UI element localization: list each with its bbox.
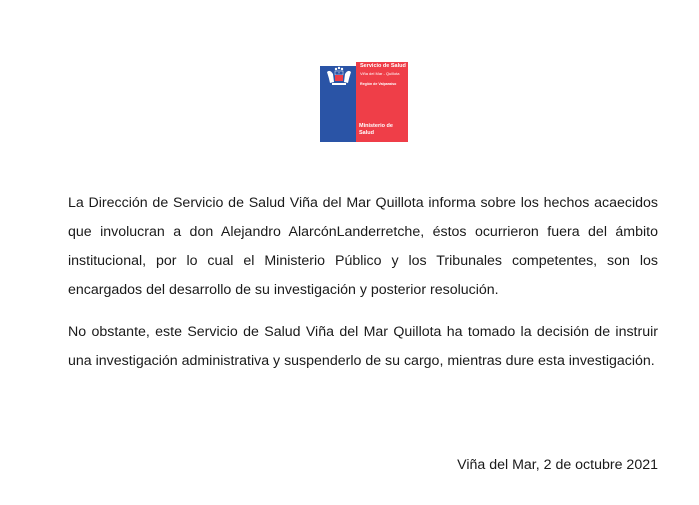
- logo-service-name: Servicio de Salud: [360, 63, 406, 69]
- logo-region: Región de Valparaíso: [360, 82, 397, 86]
- institution-logo: [320, 62, 408, 142]
- logo-ministry: Ministerio de Salud: [359, 123, 393, 136]
- statement-paragraph-1: La Dirección de Servicio de Salud Viña del Mar Quillota informa sobre los hechos acaecidos que involucran a don Alejandro AlarcónLanderretche, éstos ocurrieron fuera del ámbito institucional, por lo cual el Ministerio Público y los Tribunales competentes, son los encargados del desarrollo de su investigación y posterior resolución.: [68, 195, 658, 298]
- document-date: Viña del Mar, 2 de octubre 2021: [457, 457, 658, 473]
- logo-service-area: Viña del Mar - Quillota: [360, 71, 400, 76]
- chile-coat-of-arms-icon: [324, 66, 354, 88]
- statement-paragraph-2: No obstante, este Servicio de Salud Viña del Mar Quillota ha tomado la decisión de instruir una investigación administrativa y suspenderlo de su cargo, mientras dure esta investigación.: [68, 324, 658, 369]
